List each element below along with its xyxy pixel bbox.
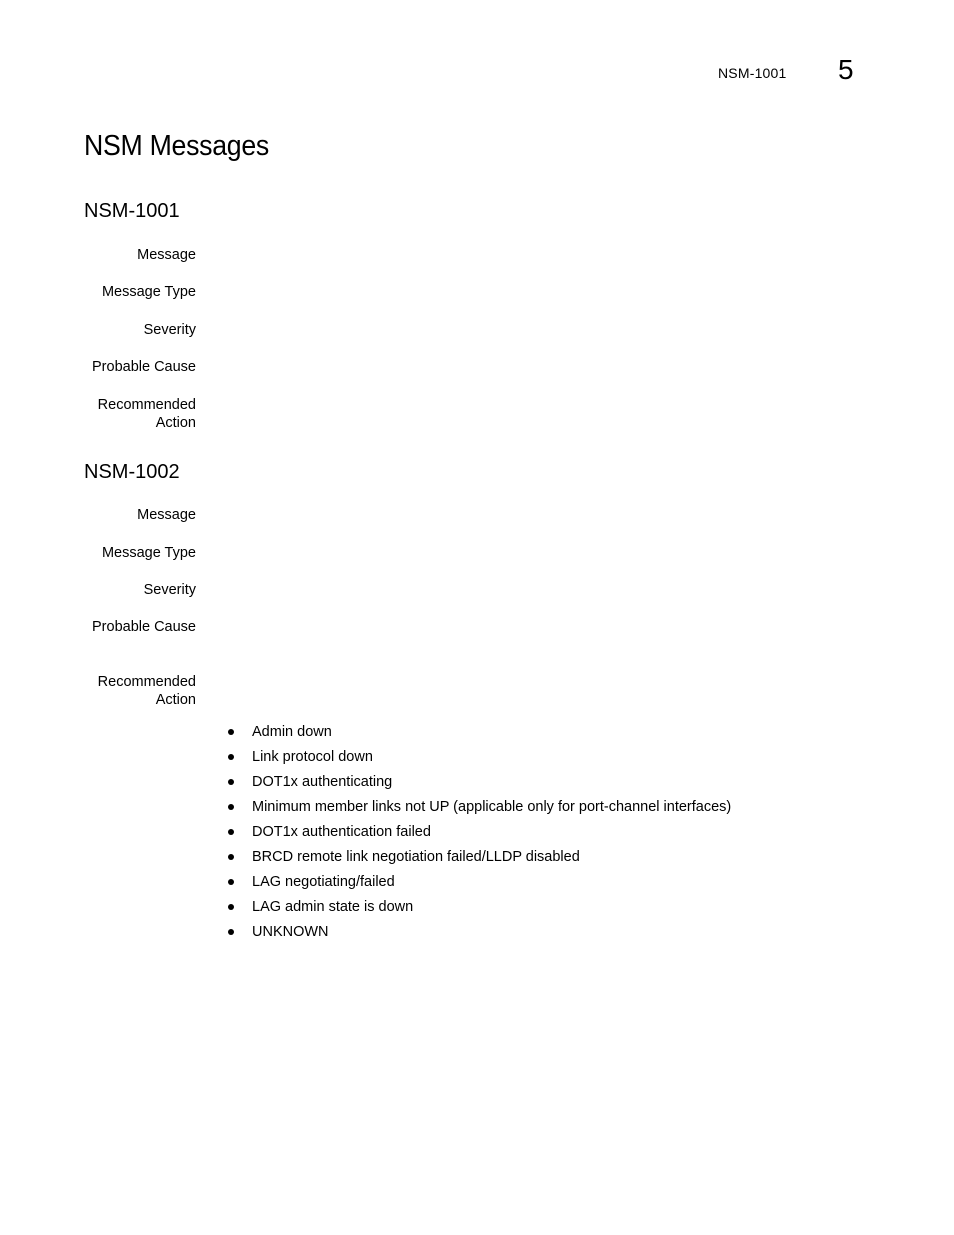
list-item bbox=[228, 872, 731, 897]
label-probable-cause: Probable Cause bbox=[92, 619, 196, 635]
list-item bbox=[228, 797, 731, 822]
label-message-type: Message Type bbox=[101, 545, 196, 561]
bullet-icon bbox=[228, 904, 234, 910]
list-item-text: LAG negotiating/failed bbox=[252, 874, 395, 890]
label-message-type: Message Type bbox=[101, 284, 196, 300]
list-item-text: DOT1x authentication failed bbox=[252, 824, 431, 840]
bullet-icon bbox=[228, 879, 234, 885]
list-item-text: LAG admin state is down bbox=[252, 899, 414, 915]
page-title: NSM Messages bbox=[84, 130, 269, 162]
bullet-icon bbox=[228, 804, 234, 810]
label-probable-cause: Probable Cause bbox=[92, 359, 196, 375]
chapter-number: 5 bbox=[838, 54, 854, 85]
list-item bbox=[228, 822, 731, 847]
list-item-text: BRCD remote link negotiation failed/LLDP disabled bbox=[252, 849, 580, 865]
list-item-text: Admin down bbox=[252, 724, 332, 740]
list-item bbox=[228, 722, 731, 747]
list-item-text: Link protocol down bbox=[252, 749, 373, 765]
running-header-section: NSM-1001 bbox=[718, 65, 787, 81]
bullet-icon bbox=[228, 779, 234, 785]
section-heading-nsm-1002: NSM-1002 bbox=[84, 461, 180, 483]
label-recommended-action-line1: Recommended bbox=[97, 397, 196, 413]
label-recommended-action-line2: Action bbox=[155, 692, 196, 708]
list-item bbox=[228, 922, 731, 947]
list-item-text: UNKNOWN bbox=[252, 924, 329, 940]
bullet-icon bbox=[228, 929, 234, 935]
bullet-icon bbox=[228, 829, 234, 835]
label-severity: Severity bbox=[143, 322, 196, 338]
label-severity: Severity bbox=[143, 582, 196, 598]
list-item-text: DOT1x authenticating bbox=[252, 774, 393, 790]
bullet-icon bbox=[228, 729, 234, 735]
list-item bbox=[228, 847, 731, 872]
label-recommended-action-line2: Action bbox=[155, 415, 196, 431]
list-item bbox=[228, 772, 731, 797]
list-item bbox=[228, 747, 731, 772]
bullet-icon bbox=[228, 854, 234, 860]
label-message: Message bbox=[137, 247, 196, 263]
list-item-text: Minimum member links not UP (applicable only for port-channel interfaces) bbox=[252, 799, 732, 815]
bullet-icon bbox=[228, 754, 234, 760]
list-item bbox=[228, 897, 731, 922]
recommended-action-bullet-list bbox=[228, 722, 731, 947]
label-recommended-action-line1: Recommended bbox=[97, 674, 196, 690]
section-heading-nsm-1001: NSM-1001 bbox=[84, 200, 180, 222]
label-message: Message bbox=[137, 507, 196, 523]
